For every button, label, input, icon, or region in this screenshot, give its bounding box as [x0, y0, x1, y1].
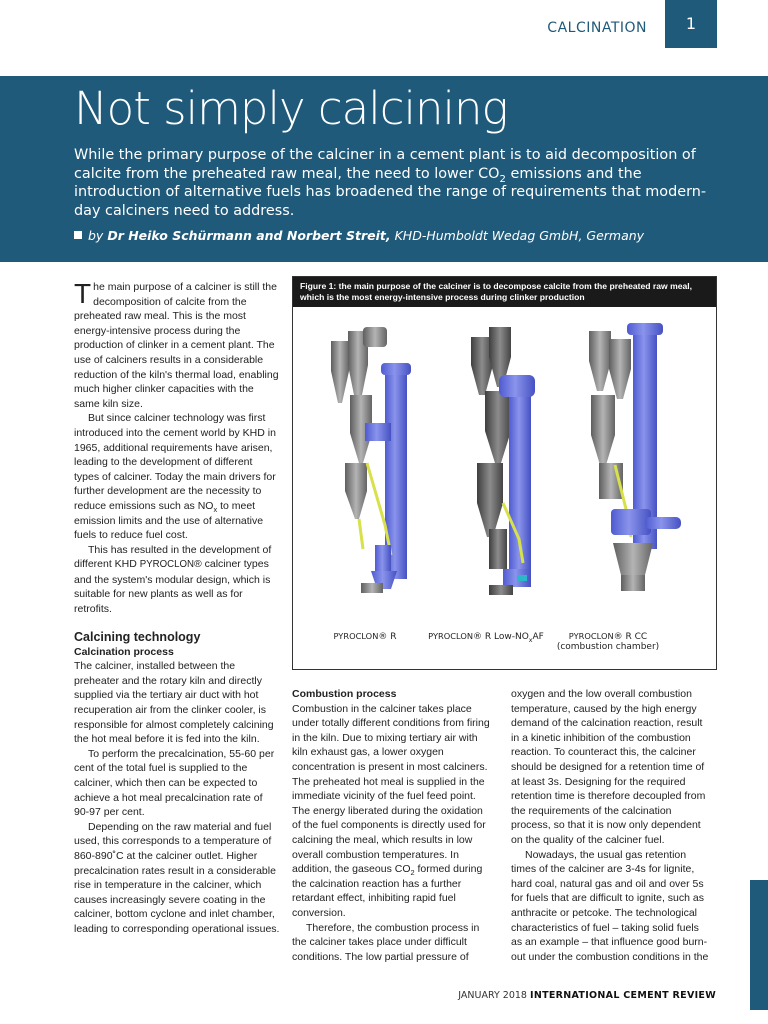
brand-name: PYROCLON	[568, 631, 614, 641]
footer-publication: INTERNATIONAL CEMENT REVIEW	[530, 990, 716, 1001]
paragraph-text: Combustion in the calciner takes place under totally different conditions from firing in the kiln. Due to mixing tertiary air with kiln exhaust gas, a lower oxygen concentration is present in most calciners. The preheated hot meal is supplied in the immediate vicinity of the fuel feed point. The energy liberated during the oxidation of the fuel components is directly used for calcining the meal, which results in low overall combustion temperatures. In addition, the gaseous CO	[292, 702, 490, 876]
figure-label-3	[543, 631, 673, 652]
label-text: (combustion chamber)	[556, 642, 660, 652]
paragraph: Nowadays, the usual gas retention times of the calciner are 3-4s for lignite, hard coal, natural gas and oil and over 5s for fuels that are difficult to ignite, such as anthracite or petcoke. The technological characteristics of fuel – taking solid fuels as an example – that influence good burn-out under the combustion conditions in the	[511, 848, 709, 963]
calciner-illustrations	[293, 313, 716, 613]
figure-label-1	[315, 631, 415, 642]
paragraph: Therefore, the combustion process in the calciner takes place under difficult conditions. The low partial pressure of	[292, 921, 480, 963]
footer-date: JANUARY 2018	[458, 990, 530, 1001]
brand-name: PYROCLON	[333, 631, 379, 641]
article-standfirst	[74, 146, 714, 220]
body-column-1	[74, 280, 280, 937]
paragraph-text: formed during the calcination reaction has a further retardant effect, inhibiting rapid fuel conversion.	[292, 863, 483, 919]
paragraph: oxygen and the low overall combustion temperature, caused by the high energy demand of the calcination reaction, result in a kinetic inhibition of the combustion reaction. To counteract this, the calciner should be designed for a retention time of at least 3s. Designing for the required retention time is therefore decoupled from the requirements of the calcination process, so that it is now only dependent on the quality of the calciner fuel.	[511, 688, 706, 846]
pyroclon-r-cc-drawing	[589, 323, 681, 591]
drop-cap: T	[74, 278, 92, 309]
standfirst-text-a: While the primary purpose of the calciner in a cement plant is to aid decomposition of calcite from the preheated raw meal, the need to lower CO	[74, 147, 696, 182]
brand-name: PYROCLON	[139, 559, 194, 571]
square-bullet-icon	[74, 231, 82, 239]
page-footer	[458, 990, 716, 1001]
brand-name: PYROCLON	[428, 631, 474, 641]
figure-1	[292, 276, 717, 670]
paragraph-text: But since calciner technology was first introduced into the cement world by KHD in 1965, additional requirements have arisen, leading to the development of different types of calciner. Today the main drivers for further development are the necessity to reduce emissions such as NO	[74, 412, 276, 512]
subscript: x	[528, 636, 533, 644]
label-text: ® R Low-NO	[473, 632, 529, 642]
edge-tab	[750, 880, 768, 1010]
article-header	[0, 76, 768, 262]
article-title: Not simply calcining	[74, 82, 508, 135]
paragraph	[74, 411, 280, 542]
pyroclon-r-drawing	[331, 327, 411, 593]
byline-affiliation: KHD-Humboldt Wedag GmbH, Germany	[390, 228, 645, 243]
standfirst-text-b: emissions and the introduction of alternative fuels has broadened the range of requirements that modern-day calciners need to address.	[74, 165, 707, 219]
label-text: AF	[532, 632, 544, 642]
paragraph	[74, 280, 280, 411]
paragraph-text: to meet emission limits and the use of alternative fuels to reduce fuel cost.	[74, 499, 264, 542]
byline-authors: Dr Heiko Schürmann and Norbert Streit,	[107, 228, 391, 243]
standfirst-subscript: 2	[499, 173, 506, 185]
paragraph	[292, 702, 492, 921]
byline-prefix: by	[88, 228, 108, 243]
paragraph: Depending on the raw material and fuel used, this corresponds to a temperature of 860-890˚C at the calciner outlet. Higher precalcination rates result in a considerable rise in temperature in the calciner, which causes increasingly severe coating in the calciner, bottom cyclone and inlet chamber, leading to corresponding operational issues.	[74, 820, 280, 935]
figure-label-2	[411, 631, 561, 642]
subscript: x	[213, 505, 218, 514]
pyroclon-r-low-nox-af-drawing	[471, 327, 535, 595]
label-text: ® R CC	[613, 632, 648, 642]
body-column-2	[292, 687, 492, 964]
section-heading: Calcining technology	[74, 629, 201, 644]
page-number: 1	[665, 0, 717, 48]
label-text: ® R	[378, 632, 397, 642]
paragraph	[74, 543, 280, 617]
figure-caption: Figure 1: the main purpose of the calciner is to decompose calcite from the preheated raw meal, which is the most energy-intensive process during clinker production	[293, 277, 716, 307]
paragraph: The calciner, installed between the preheater and the rotary kiln and directly supplied via the tertiary air duct with hot recuperation air from the clinker cooler, is responsible for almost completely calcining the hot meal before it is fed into the kiln.	[74, 660, 274, 746]
subscript: 2	[410, 868, 415, 878]
body-column-3	[511, 687, 712, 964]
subsection-heading: Combustion process	[292, 688, 397, 700]
paragraph: To perform the precalcination, 55-60 per cent of the total fuel is supplied to the calciner, which then can be expected to achieve a hot meal precalcination rate of 90-97 per cent.	[74, 747, 275, 819]
subsection-heading: Calcination process	[74, 645, 174, 658]
byline	[74, 228, 644, 243]
paragraph-text: ® calciner types and the system's modular design, which is suitable for new plants as well as for retrofits.	[74, 558, 271, 616]
paragraph-text: This has resulted in the development of different KHD	[74, 543, 272, 571]
paragraph-text: he main purpose of a calciner is still the decomposition of calcite from the preheated raw meal. This is the most energy-intensive process during the production of clinker in a cement plant. The use of calciners results in a considerable reduction of the kiln's thermal load, enabling much higher clinker capacities with the same kiln size.	[74, 281, 279, 410]
running-header-section: CALCINATION	[547, 20, 647, 36]
